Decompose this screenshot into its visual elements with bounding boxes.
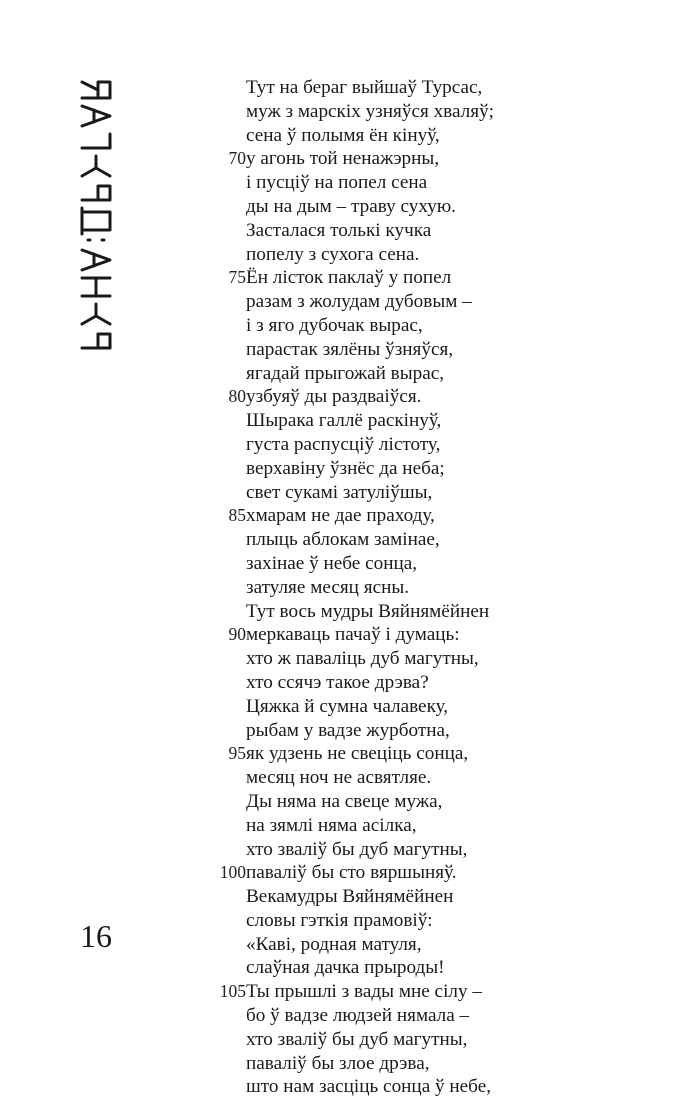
poem-line-text: ды на дым – траву сухую. [246, 195, 456, 217]
poem-line-text: як удзень не свеціць сонца, [246, 743, 469, 765]
poem-line-text: паваліў бы злое дрэва, [246, 1052, 430, 1074]
poem-line-text: хто зваліў бы дуб магутны, [246, 1028, 468, 1050]
poem-line-text: верхавіну ўзнёс да неба; [246, 457, 445, 479]
line-number: 100 [219, 862, 246, 883]
poem-line-text: затуляе месяц ясны. [246, 576, 410, 598]
poem-line [190, 195, 570, 219]
poem-line [190, 481, 570, 505]
poem-line [190, 623, 570, 647]
poem-line [190, 695, 570, 719]
poem-line-text: на зямлі няма асілка, [246, 814, 417, 836]
poem-line-text: Тут вось мудры Вяйнямёйнен [246, 600, 490, 622]
poem-line [190, 956, 570, 980]
poem-line-text: ягадай прыгожай вырас, [246, 362, 445, 384]
poem-line [190, 1052, 570, 1076]
poem-line [190, 504, 570, 528]
poem-line-text: Ты прышлі з вады мне сілу – [246, 981, 482, 1003]
poem-line-text: хмарам не дае праходу, [246, 505, 435, 527]
line-number: 80 [228, 386, 246, 407]
poem-line-text: узбуяў ды раздваіўся. [246, 386, 422, 408]
poem-line [190, 576, 570, 600]
poem-line-text: і з яго дубочак вырас, [246, 314, 423, 336]
poem-line [190, 885, 570, 909]
poem-body [190, 76, 570, 1099]
poem-line-text: захінае ў небе сонца, [246, 552, 418, 574]
poem-line [190, 790, 570, 814]
poem-line [190, 266, 570, 290]
poem-line-text: словы гэткія прамовіў: [246, 909, 433, 931]
poem-line [190, 338, 570, 362]
line-number: 70 [228, 148, 246, 169]
poem-line-text: меркаваць пачаў і думаць: [246, 624, 460, 646]
poem-line [190, 600, 570, 624]
poem-line-text: густа распусціў лістоту, [246, 433, 441, 455]
poem-line [190, 766, 570, 790]
poem-line-text: Засталася толькі кучка [246, 219, 432, 241]
poem-line [190, 1075, 570, 1099]
poem-line-text: Ды няма на свеце мужа, [246, 790, 443, 812]
poem-line-text: рыбам у вадзе журботна, [246, 719, 450, 741]
poem-line [190, 1004, 570, 1028]
poem-line [190, 100, 570, 124]
line-number: 105 [219, 981, 246, 1002]
poem-line-text: і пусціў на попел сена [246, 172, 428, 194]
poem-line-text: свет сукамі затуліўшы, [246, 481, 433, 503]
poem-line [190, 552, 570, 576]
poem-line-text: Цяжка й сумна чалавеку, [246, 695, 449, 717]
poem-line-text: Ён лісток паклаў у попел [246, 267, 452, 289]
side-title-runes [76, 72, 116, 354]
poem-line-text: сена ў полымя ён кінуў, [246, 124, 440, 146]
poem-line [190, 1028, 570, 1052]
poem-line [190, 433, 570, 457]
poem-line [190, 861, 570, 885]
poem-line [190, 409, 570, 433]
poem-line-text: попелу з сухога сена. [246, 243, 420, 265]
poem-line [190, 742, 570, 766]
poem-line-text: бо ў вадзе людзей нямала – [246, 1005, 470, 1027]
side-title [76, 72, 116, 354]
line-number: 75 [228, 267, 246, 288]
poem-line [190, 838, 570, 862]
page-number: 16 [80, 918, 112, 954]
poem-line [190, 814, 570, 838]
line-number: 95 [228, 743, 246, 764]
poem-line [190, 314, 570, 338]
poem-line [190, 290, 570, 314]
poem-line-text: Тут на бераг выйшаў Турсас, [246, 77, 483, 98]
poem-line-text: слаўная дачка прыроды! [246, 957, 445, 979]
poem-line-text: парастак зялёны ўзняўся, [246, 338, 454, 360]
poem-line-text: у агонь той ненажэрны, [246, 148, 440, 170]
poem-line [190, 909, 570, 933]
poem-line [190, 385, 570, 409]
poem-line [190, 647, 570, 671]
poem-line-text: «Каві, родная матуля, [246, 933, 422, 955]
poem-line [190, 243, 570, 267]
poem-line [190, 719, 570, 743]
poem-line [190, 124, 570, 148]
poem-line [190, 933, 570, 957]
poem-line [190, 457, 570, 481]
poem-line-text: хто ссячэ такое дрэва? [246, 671, 429, 693]
poem-line [190, 671, 570, 695]
poem-line [190, 362, 570, 386]
poem-line [190, 76, 570, 100]
poem-line-text: разам з жолудам дубовым – [246, 291, 472, 313]
poem-line-text: што нам засціць сонца ў небе, [246, 1076, 492, 1098]
poem-line-text: Векамудры Вяйнямёйнен [246, 886, 454, 908]
poem-line [190, 147, 570, 171]
poem-line-text: плыць аблокам замінае, [246, 529, 440, 551]
poem-line [190, 171, 570, 195]
poem-line-text: муж з марскіх узняўся хваляў; [246, 100, 495, 122]
poem-line-text: паваліў бы сто вяршыняў. [246, 862, 457, 884]
poem-line-text: Шырака галлё раскінуў, [246, 410, 442, 432]
poem-line [190, 219, 570, 243]
poem-line [190, 528, 570, 552]
poem-line-text: хто ж паваліць дуб магутны, [246, 648, 479, 670]
line-number: 90 [228, 624, 246, 645]
poem-line-text: месяц ноч не асвятляе. [246, 767, 432, 789]
line-number: 85 [228, 505, 246, 526]
poem-line-text: хто зваліў бы дуб магутны, [246, 838, 468, 860]
